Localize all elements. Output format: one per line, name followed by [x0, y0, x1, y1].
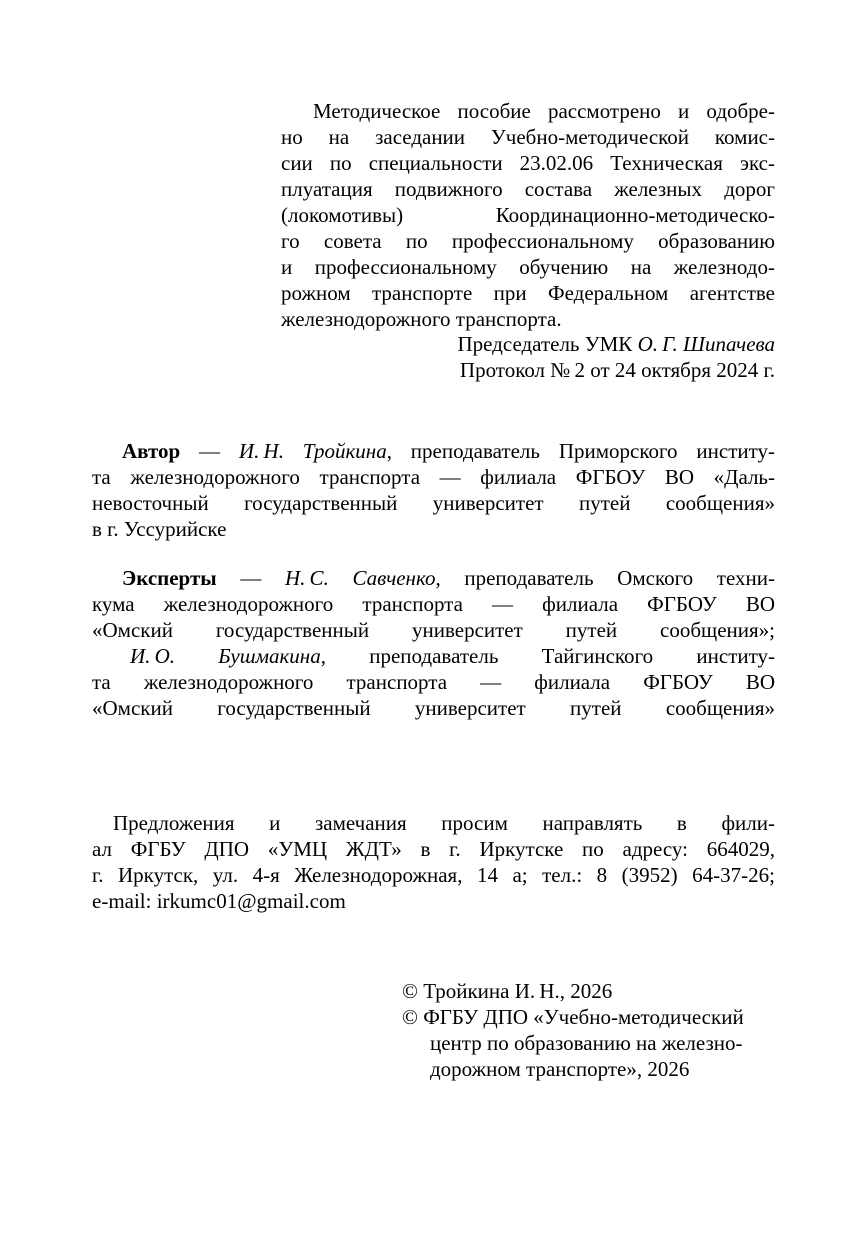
text-segment: , преподаватель Тайгинского институ-	[320, 644, 775, 668]
text-segment: невосточный государственный университет путей сообщения»	[92, 491, 775, 515]
text-line	[281, 124, 775, 150]
experts-paragraph	[92, 565, 775, 721]
text-segment: © Тройкина И. Н., 2026	[402, 979, 613, 1003]
approval-note-paragraph	[281, 98, 775, 332]
text-segment: , преподаватель Приморского институ-	[386, 439, 775, 463]
contact-address-paragraph	[92, 810, 775, 914]
text-segment: Председатель УМК	[457, 332, 638, 356]
text-segment: Н. С. Савченко	[284, 566, 436, 590]
text-line	[281, 280, 775, 306]
text-line	[281, 357, 775, 383]
text-segment: го совета по профессиональному образованию	[281, 229, 775, 253]
text-segment: Автор	[122, 439, 181, 463]
text-line	[281, 228, 775, 254]
text-line	[92, 862, 775, 888]
text-line	[92, 643, 775, 669]
text-line	[281, 98, 775, 124]
text-segment: «Омский государственный университет путей сообщения»	[92, 696, 775, 720]
text-segment: железнодорожного транспорта.	[281, 307, 562, 331]
text-line	[92, 695, 775, 721]
text-line	[281, 202, 775, 228]
text-line	[92, 810, 775, 836]
text-line	[281, 176, 775, 202]
text-segment: Протокол № 2 от 24 октября 2024 г.	[459, 358, 775, 382]
text-line	[402, 1004, 792, 1030]
text-line	[92, 888, 775, 914]
text-segment: г. Иркутск, ул. 4-я Железнодорожная, 14 а; тел.: 8 (3952) 64-37-26;	[92, 863, 775, 887]
text-segment: но на заседании Учебно-методической комис-	[281, 125, 775, 149]
text-line	[402, 978, 792, 1004]
text-segment: рожном транспорте при Федеральном агентстве	[281, 281, 775, 305]
text-line	[92, 464, 775, 490]
text-segment: ал ФГБУ ДПО «УМЦ ЖДТ» в г. Иркутске по адресу: 664029,	[92, 837, 775, 861]
text-segment: и профессиональному обучению на железнодо-	[281, 255, 775, 279]
text-segment: «Омский государственный университет путей сообщения»;	[92, 618, 775, 642]
text-segment: Методическое пособие рассмотрено и одобре-	[313, 99, 775, 123]
text-segment: в г. Уссурийске	[92, 517, 227, 541]
text-line	[281, 150, 775, 176]
text-line	[92, 516, 775, 542]
text-segment: (локомотивы) Координационно-методическо-	[281, 203, 775, 227]
text-segment: © ФГБУ ДПО «Учебно-методический	[402, 1005, 744, 1029]
text-line	[281, 331, 775, 357]
text-line	[92, 836, 775, 862]
text-segment: сии по специальности 23.02.06 Техническая экс-	[281, 151, 775, 175]
text-line	[281, 254, 775, 280]
text-line	[402, 1056, 792, 1082]
text-segment: —	[180, 439, 239, 463]
text-line	[92, 490, 775, 516]
text-segment: —	[216, 566, 285, 590]
text-line	[92, 669, 775, 695]
text-line	[92, 591, 775, 617]
text-line	[402, 1030, 792, 1056]
text-segment: дорожном транспорте», 2026	[430, 1057, 690, 1081]
text-segment: И. О. Бушмакина	[130, 644, 321, 668]
author-paragraph	[92, 438, 775, 542]
text-segment: , преподаватель Омского техни-	[435, 566, 775, 590]
text-segment: О. Г. Шипачева	[637, 332, 775, 356]
copyright-block	[402, 978, 792, 1082]
text-segment: e-mail: irkumc01@gmail.com	[92, 889, 346, 913]
text-segment: плуатация подвижного состава железных дорог	[281, 177, 775, 201]
text-segment: центр по образованию на железно-	[430, 1031, 743, 1055]
text-line	[281, 306, 775, 332]
umk-signature-lines	[281, 331, 775, 383]
text-segment: Эксперты	[122, 566, 217, 590]
text-segment: Предложения и замечания просим направлять в фили-	[113, 811, 775, 835]
text-segment: та железнодорожного транспорта — филиала ФГБОУ ВО	[92, 670, 775, 694]
text-line	[92, 565, 775, 591]
text-segment: та железнодорожного транспорта — филиала ФГБОУ ВО «Даль-	[92, 465, 775, 489]
text-line	[92, 438, 775, 464]
text-segment: кума железнодорожного транспорта — филиала ФГБОУ ВО	[92, 592, 775, 616]
text-segment: И. Н. Тройкина	[238, 439, 387, 463]
text-line	[92, 617, 775, 643]
